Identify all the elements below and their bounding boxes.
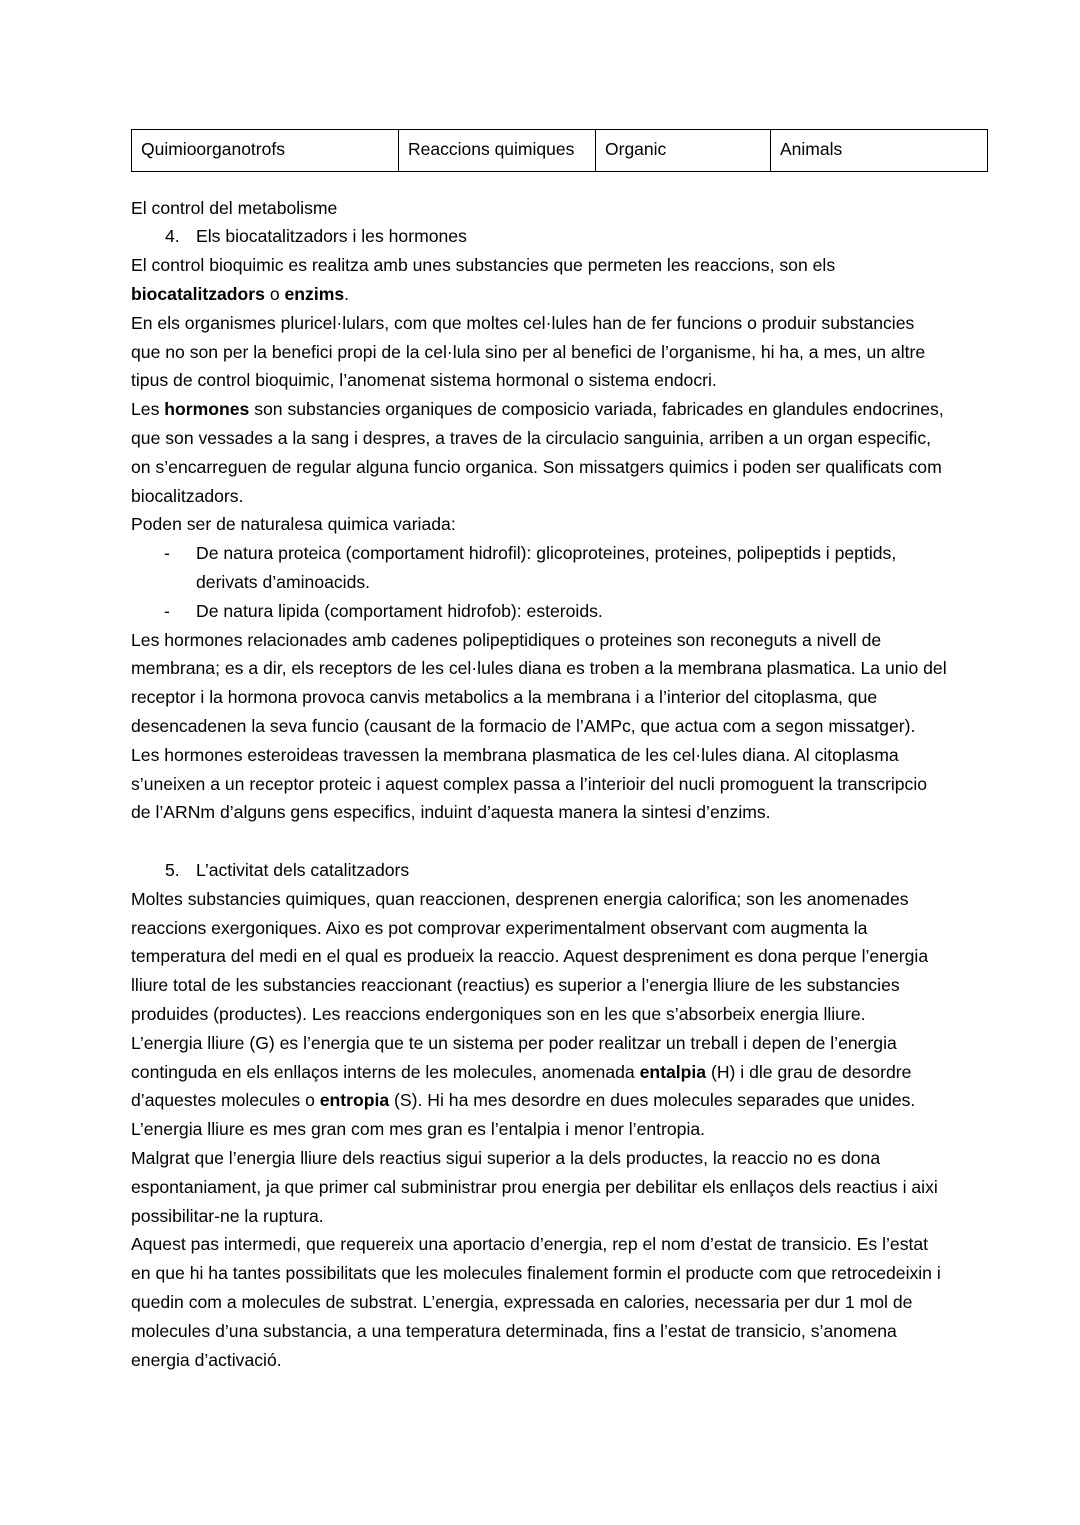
plain-text: . <box>344 284 350 305</box>
plain-text: (H) i dle grau de desordre d’aquestes molecules o <box>131 1061 912 1111</box>
plain-text: L’energia lliure (G) es l’energia que te un sistema per poder realitzar un treball i depen de l’energia continguda en els enllaços interns de les molecules, anomenada <box>131 1032 897 1082</box>
document-content <box>131 129 947 1374</box>
list-item-natura-lipida-label: De natura lipida (comportament hidrofob): esteroids. <box>196 600 603 621</box>
table-row <box>132 130 988 172</box>
paragraph-hormones-esteroideas: Les hormones esteroideas travessen la membrana plasmatica de les cel·lules diana. Al citoplasma s’uneixen a un receptor proteic i aquest complex passa a l’interioir del nucli promoguent la transcripcio de l’ARNm d’alguns gens especifics, induint d’aquesta manera la sintesi d’enzims. <box>131 744 928 823</box>
table-cell-animals: Animals <box>771 130 988 172</box>
paragraph-hormones-polipeptidiques: Les hormones relacionades amb cadenes polipeptidiques o proteines son reconeguts a nivell de membrana; es a dir, els receptors de les cel·lules diana es troben a la membrana plasmatica. La unio del receptor i la hormona provoca canvis metabolics a la membrana i a l’interior del citoplasma, que desencadenen la seva funcio (causant de la formacio de l’AMPc, que actua com a segon missatger). <box>131 629 947 736</box>
heading-item-5-label: L’activitat dels catalitzadors <box>196 859 410 880</box>
plain-text: (S). Hi ha mes desordre en dues molecules separades que unides. L’energia lliure es mes gran com mes gran es l’entalpia i menor l’entropia. <box>131 1090 916 1140</box>
heading-item-5 <box>131 856 947 885</box>
list-item-natura-proteica-label: De natura proteica (comportament hidrofil): glicoproteines, proteines, polipeptids i peptids, derivats d’aminoacids. <box>196 543 897 592</box>
blank-line <box>131 827 947 856</box>
table-cell-quimioorganotrofs: Quimioorganotrofs <box>132 130 399 172</box>
header-table <box>131 129 988 172</box>
plain-text: Les <box>131 399 165 420</box>
table-body <box>132 130 988 172</box>
emphasis-text: enzims <box>284 284 345 305</box>
dash-bullet-icon: - <box>164 600 170 621</box>
paragraph-estat-transicio: Aquest pas intermedi, que requereix una aportacio d’energia, rep el nom d’estat de transicio. Es l’estat en que hi ha tantes possibilitats que les molecules finalement formin el producte com que retrocedeixin i quedin com a molecules de substrat. L’energia, expressada en calories, necessaria per dur 1 mol de molecules d’una substancia, a una temperatura determinada, fins a l’estat de transicio, s’anomena energia d’activació. <box>131 1234 941 1370</box>
list-marker: 5. <box>165 859 180 880</box>
heading-item-4-label: Els biocatalitzadors i les hormones <box>196 226 467 247</box>
paragraph-reaccions-exergoniques: Moltes substancies quimiques, quan reaccionen, desprenen energia calorifica; son les anomenades reaccions exergoniques. Aixo es pot comprovar experimentalment observant com augmenta la temperatura del medi en el qual es produeix la reaccio. Aquest despreniment es dona perque l’energia lliure total de les substancies reaccionant (reactius) es superior a l’energia lliure de les substancies produides (productes). Les reaccions endergoniques son en les que s’absorbeix energia lliure. <box>131 888 929 1024</box>
table-cell-organic: Organic <box>596 130 771 172</box>
heading-item-4 <box>131 222 947 251</box>
paragraph-naturalesa-quimica: Poden ser de naturalesa quimica variada: <box>131 514 456 535</box>
paragraph-hormones <box>131 395 947 510</box>
table-cell-reaccions-quimiques: Reaccions quimiques <box>399 130 596 172</box>
plain-text: son substancies organiques de composicio variada, fabricades en glandules endocrines, que son vessades a la sang i despres, a traves de la circulacio sanguinia, arriben a un organ especific, on s’encarreguen de regular alguna funcio organica. Son missatgers quimics i poden ser qualificats com biocalitzadors. <box>131 399 944 506</box>
document-body <box>131 194 947 1375</box>
plain-text: o <box>264 284 285 305</box>
paragraph-energia-lliure <box>131 1029 947 1144</box>
list-item-natura-proteica <box>131 539 947 597</box>
list-item-natura-lipida <box>131 597 947 626</box>
paragraph-malgrat-energia: Malgrat que l’energia lliure dels reactius sigui superior a la dels productes, la reaccio no es dona espontaniament, ja que primer cal subministrar prou energia per debilitar els enllaços dels reactius i aixi possibilitar-ne la ruptura. <box>131 1147 938 1226</box>
plain-text: El control bioquimic es realitza amb unes substancies que permeten les reaccions, son els <box>131 255 836 276</box>
list-marker: 4. <box>165 226 180 247</box>
emphasis-text: biocatalitzadors <box>131 284 265 305</box>
paragraph-biocatalitzadors <box>131 251 947 309</box>
paragraph-control-metabolisme: El control del metabolisme <box>131 197 338 218</box>
emphasis-text: entalpia <box>639 1061 707 1082</box>
paragraph-pluricel-lulars: En els organismes pluricel·lulars, com que moltes cel·lules han de fer funcions o produir substancies que no son per la benefici propi de la cel·lula sino per al benefici de l’organisme, hi ha, a mes, un altre tipus de control bioquimic, l’anomenat sistema hormonal o sistema endocri. <box>131 312 926 391</box>
dash-bullet-icon: - <box>164 543 170 564</box>
emphasis-text: entropia <box>319 1090 390 1111</box>
emphasis-text: hormones <box>164 399 250 420</box>
